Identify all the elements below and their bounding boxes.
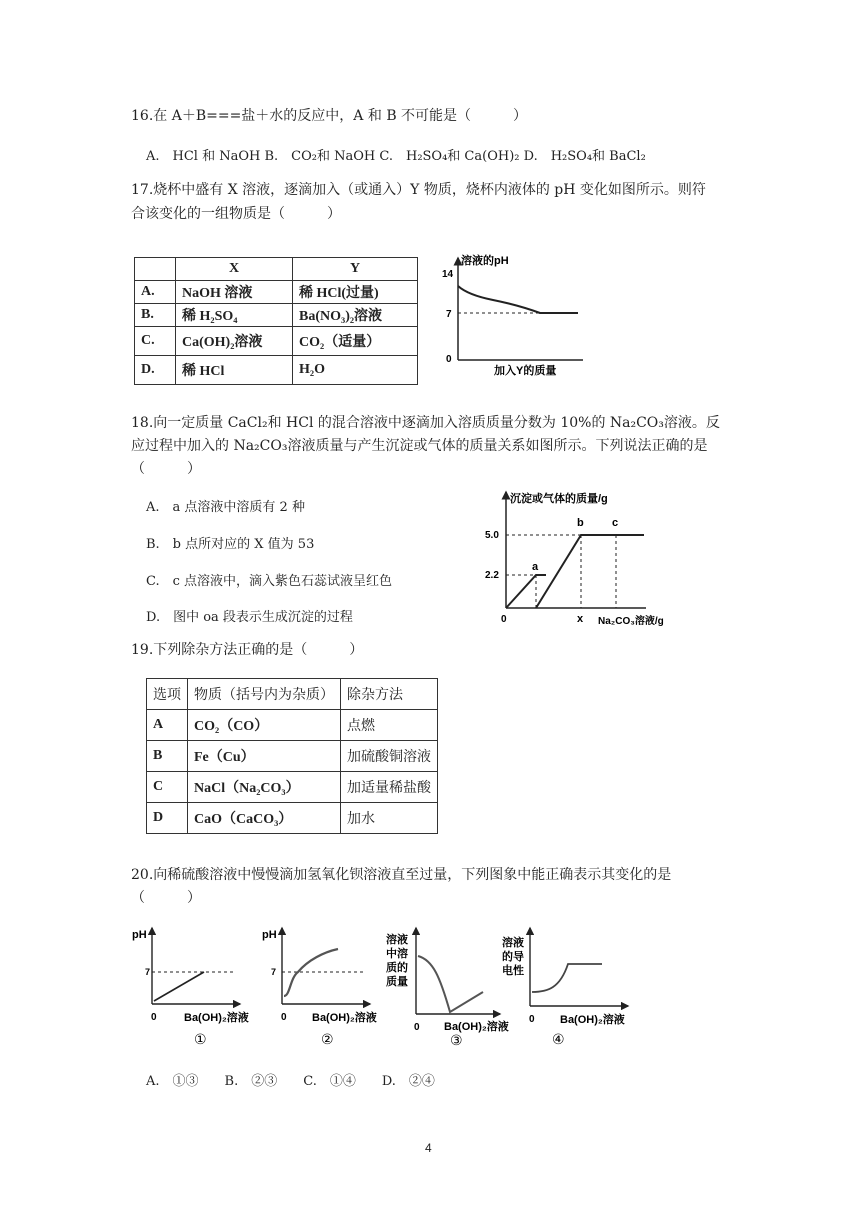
q18-option-c: C. c 点溶液中，滴入紫色石蕊试液呈红色 (146, 574, 393, 589)
precipitate-line (536, 535, 644, 608)
table-row (147, 741, 438, 772)
page-number: 4 (425, 1141, 432, 1155)
graph-number: ③ (450, 1032, 463, 1048)
x-label: Ba(OH)₂溶液 (444, 1021, 509, 1033)
x-label: Ba(OH)₂溶液 (312, 1012, 377, 1024)
table-cell: 稀 HCl(过量) (293, 281, 418, 304)
table-row (135, 304, 418, 327)
table-header-row (147, 679, 438, 710)
origin: 0 (414, 1022, 420, 1033)
graph-2 (262, 928, 377, 1047)
table-cell: CaO（CaCO₃） (188, 803, 341, 834)
q18-stem-line1: 18.向一定质量 CaCl₂和 HCl 的混合溶液中逐滴加入溶质质量分数为 10%的 Na₂CO₃溶液。反 (131, 415, 720, 431)
table-row (147, 803, 438, 834)
graph-number: ② (321, 1031, 334, 1047)
x-label: Ba(OH)₂溶液 (560, 1014, 625, 1026)
table-cell: Ba(NO₃)₂溶液 (293, 304, 418, 327)
table-header-x: X (176, 258, 293, 281)
table-header-y: Y (293, 258, 418, 281)
table-row (147, 710, 438, 741)
point-a-label: a (532, 561, 539, 573)
table-cell: 稀 HCl (176, 356, 293, 385)
tick-label-14: 14 (442, 269, 454, 280)
q18-stem-line2: 应过程中加入的 Na₂CO₃溶液质量与产生沉淀或气体的质量关系如图所示。下列说法正确的是 (131, 438, 708, 454)
q20-stem-line1: 20.向稀硫酸溶液中慢慢滴加氢氧化钡溶液直至过量，下列图象中能正确表示其变化的是 (131, 867, 672, 883)
y-axis-label: 溶液的pH (461, 255, 509, 267)
table-cell: NaCl（Na₂CO₃） (188, 772, 341, 803)
table-header-cell: 除杂方法 (341, 679, 438, 710)
table-cell: 加适量稀盐酸 (341, 772, 438, 803)
graph-number: ④ (552, 1031, 565, 1047)
graph-4 (502, 928, 628, 1047)
tick-5: 5.0 (485, 530, 499, 541)
table-cell: Fe（Cu） (188, 741, 341, 772)
table-row (135, 327, 418, 356)
y-label-line1: 溶液 (502, 937, 524, 949)
x-axis-label: Na₂CO₃溶液/g (598, 616, 664, 627)
q16-stem: 16.在 A＋B===盐＋水的反应中，A 和 B 不可能是（ ） (131, 108, 528, 124)
x-axis-label: 加入Y的质量 (494, 365, 557, 377)
point-c-label: c (612, 517, 619, 529)
graph-3 (386, 928, 509, 1048)
table-row (135, 356, 418, 385)
q17-stem-line2: 合该变化的一组物质是（ ） (131, 206, 341, 222)
table-cell: B (147, 741, 188, 772)
origin-label: 0 (501, 614, 507, 625)
curve (532, 964, 602, 992)
tick-label-7: 7 (446, 309, 452, 320)
y-label-line2: 中溶 (386, 948, 408, 960)
ph-curve (458, 286, 578, 313)
x-label: Ba(OH)₂溶液 (184, 1012, 249, 1024)
table-cell: CO₂（适量） (293, 327, 418, 356)
graph-number: ① (194, 1031, 207, 1047)
tick-7: 7 (271, 967, 277, 977)
q20-stem-line2: （ ） (131, 890, 201, 906)
table-cell: D. (135, 356, 176, 385)
y-label-line4: 质量 (386, 976, 408, 988)
tick-7: 7 (145, 967, 151, 977)
table-cell: H₂O (293, 356, 418, 385)
table-cell: 点燃 (341, 710, 438, 741)
table-cell: 加硫酸铜溶液 (341, 741, 438, 772)
table-cell: A. (135, 281, 176, 304)
table-cell: NaOH 溶液 (176, 281, 293, 304)
table-cell: CO₂（CO） (188, 710, 341, 741)
tick-2-2: 2.2 (485, 570, 499, 581)
q20-graphs (128, 922, 648, 1052)
q20-answer-options: A. ①③ B. ②③ C. ①④ D. ②④ (146, 1074, 435, 1089)
q19-stem: 19.下列除杂方法正确的是（ ） (131, 642, 364, 658)
y-label: pH (262, 929, 277, 941)
curve (418, 956, 483, 1012)
q19-table (146, 678, 438, 834)
table-cell: 稀 H₂SO₄ (176, 304, 293, 327)
point-b-label: b (577, 517, 584, 529)
q17-table (134, 257, 418, 385)
x-value-label: x (577, 613, 584, 625)
curve (154, 972, 204, 1001)
origin: 0 (151, 1012, 157, 1023)
curve (284, 949, 338, 996)
table-header-row (135, 258, 418, 281)
table-cell (135, 258, 176, 281)
q18-option-b: B. b 点所对应的 X 值为 53 (146, 537, 315, 552)
table-cell: A (147, 710, 188, 741)
y-label-line1: 溶液 (386, 934, 408, 946)
table-cell: B. (135, 304, 176, 327)
table-cell: C (147, 772, 188, 803)
y-axis-label: 沉淀或气体的质量/g (510, 493, 608, 505)
table-header-cell: 物质（括号内为杂质） (188, 679, 341, 710)
q18-stem-line3: （ ） (131, 461, 201, 477)
y-label-line2: 的导 (502, 951, 524, 963)
table-header-cell: 选项 (147, 679, 188, 710)
table-row (135, 281, 418, 304)
q18-option-a: A. a 点溶液中溶质有 2 种 (146, 500, 305, 515)
table-cell: 加水 (341, 803, 438, 834)
q18-precipitate-graph (476, 488, 686, 628)
table-cell: Ca(OH)₂溶液 (176, 327, 293, 356)
q18-option-d: D. 图中 oa 段表示生成沉淀的过程 (146, 610, 353, 625)
y-label-line3: 质的 (386, 962, 408, 974)
table-cell: C. (135, 327, 176, 356)
y-label-line3: 电性 (502, 965, 524, 977)
graph-1 (132, 928, 249, 1047)
table-row (147, 772, 438, 803)
tick-label-0: 0 (446, 354, 452, 365)
y-label: pH (132, 929, 147, 941)
table-cell: D (147, 803, 188, 834)
origin: 0 (281, 1012, 287, 1023)
q17-stem-line1: 17.烧杯中盛有 X 溶液，逐滴加入（或通入）Y 物质，烧杯内液体的 pH 变化如图所示。则符 (131, 182, 706, 198)
q16-options: A. HCl 和 NaOH B. CO₂和 NaOH C. H₂SO₄和 Ca(OH)₂ D. H₂SO₄和 BaCl₂ (146, 149, 646, 164)
origin: 0 (529, 1014, 535, 1025)
q17-ph-graph (438, 250, 588, 385)
